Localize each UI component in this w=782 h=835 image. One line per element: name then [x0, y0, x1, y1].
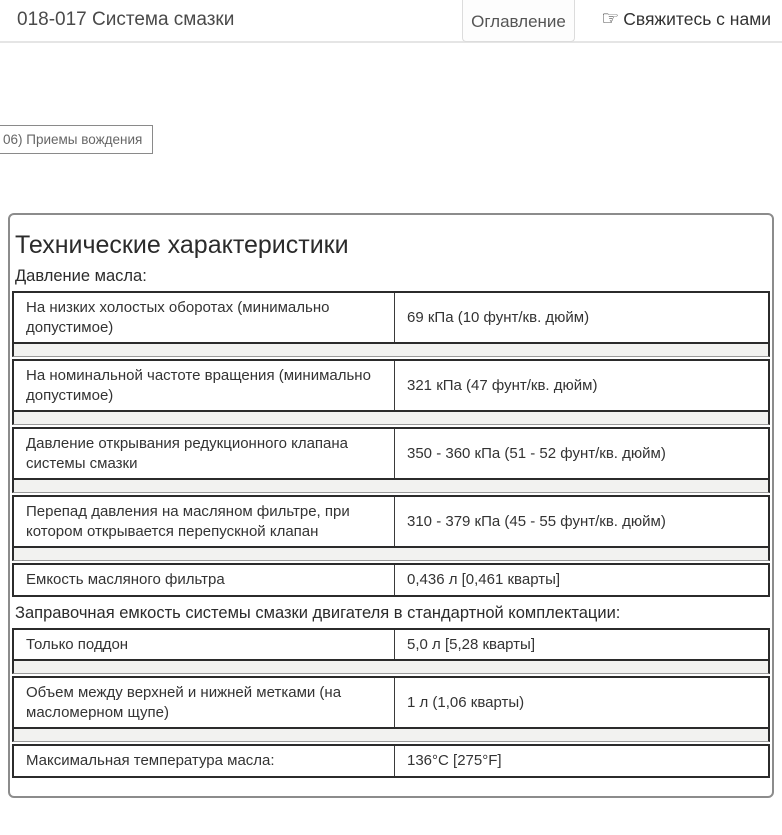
- spec-label-cell: На низких холостых оборотах (минимально допустимое): [14, 293, 395, 342]
- spec-block: [12, 744, 770, 778]
- table-row: [12, 676, 770, 729]
- spec-value-cell: 1 л (1,06 кварты): [407, 693, 525, 711]
- spec-block: [12, 563, 770, 597]
- table-row: [12, 563, 770, 597]
- spec-label-cell: Емкость масляного фильтра: [14, 565, 395, 595]
- spec-label-cell: На номинальной частоте вращения (минимально допустимое): [14, 361, 395, 410]
- spec-value-cell: 136°C [275°F]: [407, 752, 502, 769]
- spec-label-cell: Давление открывания редукционного клапана системы смазки: [14, 429, 395, 478]
- row-spacer: [12, 548, 770, 561]
- breadcrumb-button[interactable]: 06) Приемы вождения: [0, 125, 153, 154]
- header-bar: [0, 0, 782, 43]
- spec-label-cell: Объем между верхней и нижней метками (на масломерном щупе): [14, 678, 395, 727]
- table-row: [12, 359, 770, 412]
- spec-block: [12, 628, 770, 675]
- table-row: [12, 291, 770, 344]
- row-spacer: [12, 729, 770, 742]
- row-spacer: [12, 661, 770, 674]
- spec-label-cell: Перепад давления на масляном фильтре, при котором открывается перепускной клапан: [14, 497, 395, 546]
- spec-value-cell: 321 кПа (47 фунт/кв. дюйм): [407, 376, 598, 394]
- section-heading-oil-pressure: Давление масла:: [15, 267, 147, 285]
- page-title: 018-017 Система смазки: [17, 9, 235, 30]
- row-spacer: [12, 412, 770, 425]
- row-spacer: [12, 480, 770, 493]
- spec-value-cell: 350 - 360 кПа (51 - 52 фунт/кв. дюйм): [407, 444, 666, 462]
- spec-title: Технические характеристики: [15, 231, 349, 259]
- table-row: [12, 495, 770, 548]
- spec-block: [12, 676, 770, 742]
- spec-block: [12, 427, 770, 493]
- spec-block: [12, 359, 770, 425]
- table-row: [12, 628, 770, 662]
- spec-label-cell: Максимальная температура масла:: [14, 746, 395, 776]
- spec-block: [12, 495, 770, 561]
- spec-value-cell: 310 - 379 кПа (45 - 55 фунт/кв. дюйм): [407, 512, 666, 530]
- spec-value-cell: 0,436 л [0,461 кварты]: [407, 571, 561, 588]
- spec-value-cell: 5,0 л [5,28 кварты]: [407, 635, 536, 653]
- hand-point-right-icon: ☞: [601, 7, 620, 30]
- table-row: [12, 744, 770, 778]
- spec-value-cell: 69 кПа (10 фунт/кв. дюйм): [407, 308, 590, 326]
- section-heading-fill-capacity: Заправочная емкость системы смазки двигателя в стандартной комплектации:: [15, 603, 621, 622]
- toc-button[interactable]: Оглавление: [462, 0, 575, 42]
- spec-block: [12, 291, 770, 357]
- spec-label-cell: Только поддон: [14, 630, 395, 660]
- table-row: [12, 427, 770, 480]
- contact-link[interactable]: [601, 9, 771, 30]
- contact-link-label: Свяжитесь с нами: [623, 9, 771, 29]
- row-spacer: [12, 344, 770, 357]
- spec-panel: [8, 213, 774, 798]
